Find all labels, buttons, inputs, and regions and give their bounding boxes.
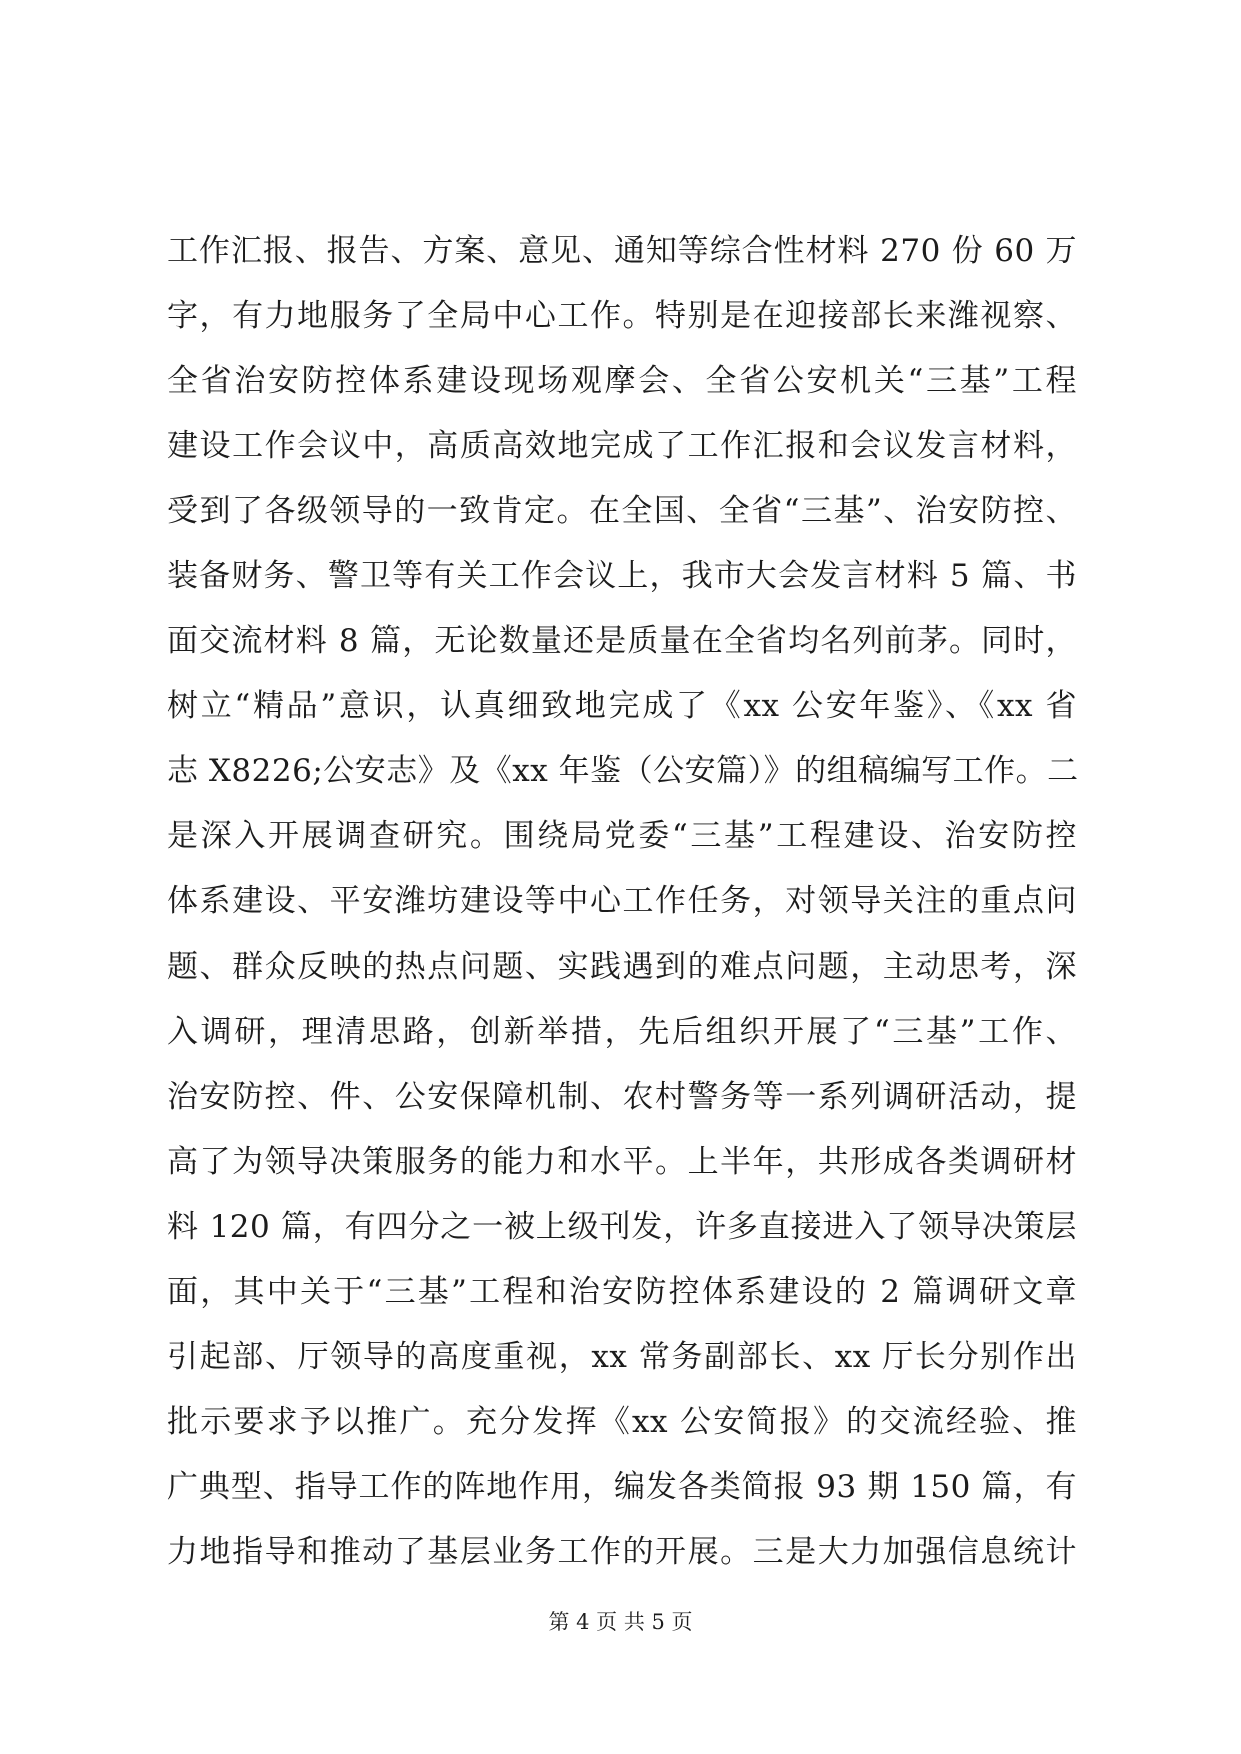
text-line: 受到了各级领导的一致肯定。在全国、全省“三基”、治安防控、 xyxy=(167,493,1077,530)
text-line: 批示要求予以推广。充分发挥《xx 公安简报》的交流经验、推 xyxy=(167,1403,1077,1440)
text-line: 广典型、指导工作的阵地作用，编发各类简报 93 期 150 篇，有 xyxy=(167,1468,1077,1505)
text-line: 字，有力地服务了全局中心工作。特别是在迎接部长来潍视察、 xyxy=(167,298,1077,335)
text-line: 体系建设、平安潍坊建设等中心工作任务，对领导关注的重点问 xyxy=(167,883,1077,920)
text-line: 志 X8226;公安志》及《xx 年鉴（公安篇）》的组稿编写工作。二 xyxy=(167,753,1079,790)
text-line: 是深入开展调查研究。围绕局党委“三基”工程建设、治安防控 xyxy=(167,818,1077,855)
text-line: 全省治安防控体系建设现场观摩会、全省公安机关“三基”工程 xyxy=(167,363,1077,400)
text-line: 工作汇报、报告、方案、意见、通知等综合性材料 270 份 60 万 xyxy=(167,233,1077,269)
text-line: 面，其中关于“三基”工程和治安防控体系建设的 2 篇调研文章 xyxy=(167,1273,1077,1310)
text-line: 树立“精品”意识，认真细致地完成了《xx 公安年鉴》、《xx 省 xyxy=(167,688,1077,725)
text-line: 引起部、厅领导的高度重视，xx 常务副部长、xx 厅长分别作出 xyxy=(167,1338,1077,1375)
text-line: 治安防控、件、公安保障机制、农村警务等一系列调研活动，提 xyxy=(167,1078,1077,1115)
text-line: 入调研，理清思路，创新举措，先后组织开展了“三基”工作、 xyxy=(167,1013,1077,1050)
text-line: 装备财务、警卫等有关工作会议上，我市大会发言材料 5 篇、书 xyxy=(167,558,1077,595)
text-line: 建设工作会议中，高质高效地完成了工作汇报和会议发言材料， xyxy=(167,428,1077,465)
page-footer: 第 4 页 共 5 页 xyxy=(548,1610,693,1634)
text-line: 料 120 篇，有四分之一被上级刊发，许多直接进入了领导决策层 xyxy=(167,1208,1077,1245)
text-line: 力地指导和推动了基层业务工作的开展。三是大力加强信息统计 xyxy=(167,1533,1077,1570)
text-line: 题、群众反映的热点问题、实践遇到的难点问题，主动思考，深 xyxy=(167,948,1077,985)
text-line: 面交流材料 8 篇，无论数量还是质量在全省均名列前茅。同时， xyxy=(167,623,1077,660)
text-line: 高了为领导决策服务的能力和水平。上半年，共形成各类调研材 xyxy=(167,1143,1077,1180)
body-paragraph xyxy=(167,226,1077,1592)
